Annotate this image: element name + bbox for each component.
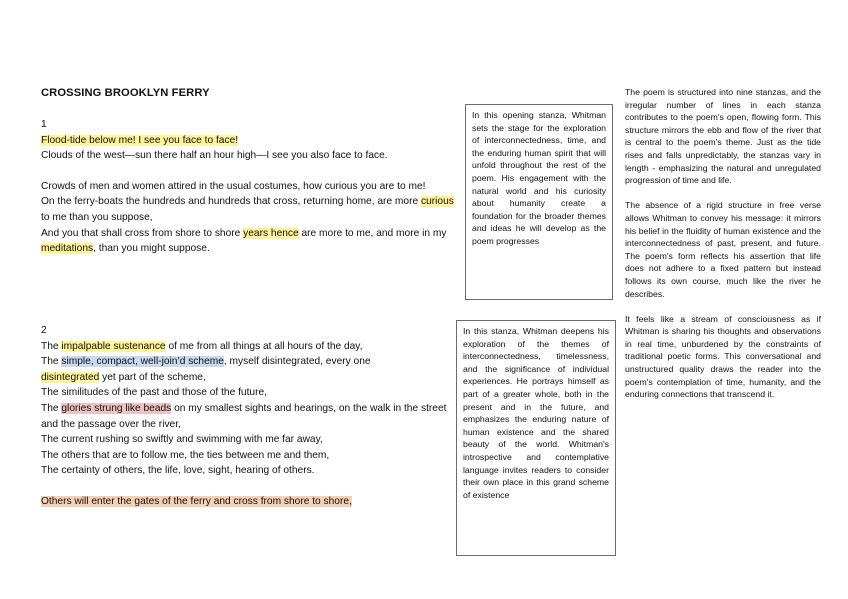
- highlight: meditations: [41, 243, 94, 255]
- poem-line: The others that are to follow me, the ties between me and them,: [41, 449, 330, 461]
- poem-line: The similitudes of the past and those of the future,: [41, 387, 267, 399]
- highlight: glories strung like beads: [61, 402, 172, 414]
- annotation-box-1: [465, 104, 613, 300]
- poem-line: [41, 370, 456, 386]
- stanza-number: 1: [41, 119, 47, 130]
- annotation-text: In this opening stanza, Whitman sets the stage for the exploration of interconnectedness, time, and the enduring human spirit that will unfold throughout the rest of the poem. His engagement with the natural world and his curiosity about humanity create a foundation for the broader themes and ideas he will develop as the poem progresses: [472, 110, 606, 246]
- annotation-box-2: [456, 320, 616, 556]
- text-span: on my smallest sights and hearings, on the walk in the street and the passage over the river,: [41, 402, 447, 430]
- poem-line: [41, 339, 456, 355]
- highlight: Others will enter the gates of the ferry and cross from shore to shore,: [41, 495, 352, 507]
- poem-title: CROSSING BROOKLYN FERRY: [41, 87, 210, 99]
- poem-line: [41, 494, 456, 510]
- text-span: And you that shall cross from shore to shore: [41, 227, 244, 239]
- stanza-2: [41, 323, 456, 510]
- highlight: years hence: [243, 227, 299, 239]
- text-span: to me than you suppose,: [41, 211, 153, 223]
- text-span: are more to me, and more in my: [298, 227, 447, 239]
- text-span: yet part of the scheme,: [99, 371, 206, 383]
- commentary-paragraph: It feels like a stream of consciousness as if Whitman is sharing his thoughts and observations in real time, unburdened by the constraints of traditional poetic forms. This conversational and unstructured quality draws the reader into the poem's contemplation of time, humanity, and the enduring connections that transcend it.: [625, 313, 821, 400]
- commentary-paragraph: The poem is structured into nine stanzas, and the irregular number of lines in each stanza contributes to the poem's open, flowing form. This structure mirrors the ebb and flow of the river that is central to the poem's theme. Just as the tide rises and falls unpredictably, the stanzas vary in length - emphasizing the natural and unregulated progression of time and life.: [625, 87, 821, 186]
- poem-line: [41, 354, 456, 370]
- highlight: disintegrated: [41, 371, 100, 383]
- highlight: simple, compact, well-join’d scheme: [61, 356, 224, 368]
- poem-line: The current rushing so swiftly and swimming with me far away,: [41, 434, 323, 446]
- poem-line: Clouds of the west—sun there half an hour high—I see you also face to face.: [41, 150, 388, 162]
- text-span: , than you might suppose.: [93, 243, 210, 255]
- poem-line: [41, 401, 456, 432]
- poem-line: [41, 194, 456, 225]
- stanza-number: 2: [41, 325, 47, 336]
- text-span: On the ferry-boats the hundreds and hundreds that cross, returning home, are more: [41, 196, 421, 208]
- poem-line: Crowds of men and women attired in the usual costumes, how curious you are to me!: [41, 180, 426, 192]
- poem-line: [41, 226, 456, 257]
- stanza-1: [41, 117, 456, 257]
- text-span: of me from all things at all hours of the day,: [165, 340, 363, 352]
- commentary-paragraph: The absence of a rigid structure in free verse allows Whitman to convey his message: it mirrors his belief in the fluidity of human existence and the interconnectedness of past, present, and future. The poem's form reflects his assertion that life does not adhere to a fixed pattern but instead follows its own course, much like the river he describes.: [625, 200, 821, 299]
- highlight: Flood-tide below me! I see you face to face!: [41, 134, 239, 146]
- text-span: The: [41, 402, 62, 414]
- annotation-text: In this stanza, Whitman deepens his exploration of the themes of interconnectedness, timelessness, and the significance of individual experiences. He portrays himself as part of a greater whole, both in the present and in the future, and emphasizes the enduring nature of human existence and the shared beauty of the world. Whitman's introspective and contemplative language invites readers to consider their own place in this grand scheme of existence: [463, 326, 609, 500]
- text-span: , myself disintegrated, every one: [223, 356, 371, 368]
- structure-commentary: [625, 86, 821, 413]
- text-span: The: [41, 340, 62, 352]
- poem-line: [41, 133, 456, 149]
- text-span: The: [41, 356, 62, 368]
- highlight: impalpable sustenance: [61, 340, 166, 352]
- poem-line: The certainty of others, the life, love, sight, hearing of others.: [41, 465, 315, 477]
- highlight: curious: [420, 196, 454, 208]
